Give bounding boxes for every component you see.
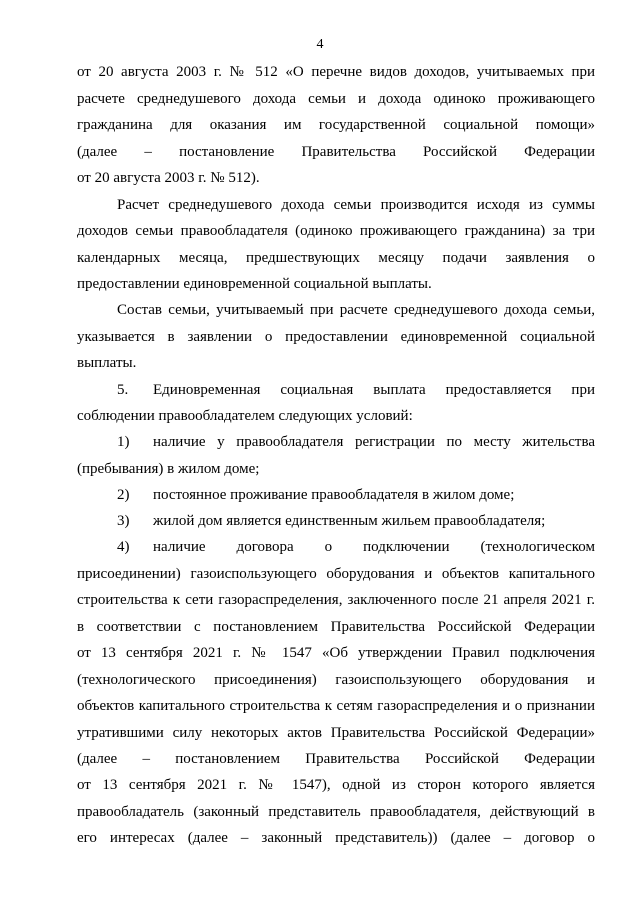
text-line: гражданина для оказания им государственной социальной помощи» <box>77 117 595 133</box>
text-line: соблюдении правообладателем следующих условий: <box>77 408 413 424</box>
text-line: выплаты. <box>77 355 137 371</box>
text-line: в соответствии с постановлением Правительства Российской Федерации <box>77 619 595 635</box>
text-line: (далее – постановление Правительства Российской Федерации <box>77 144 595 160</box>
item-number: 1) <box>117 434 130 450</box>
item-text: постоянное проживание правообладателя в жилом доме; <box>153 487 515 503</box>
item-number: 4) <box>117 539 130 555</box>
text-line: объектов капитального строительства к сетям газораспределения и о признании <box>77 698 595 714</box>
text-line: от 13 сентября 2021 г. № 1547), одной из сторон которого является <box>77 777 595 793</box>
list-item-5 <box>117 381 595 399</box>
text-line: расчете среднедушевого дохода семьи и дохода одиноко проживающего <box>77 91 595 107</box>
text-line: присоединении) газоиспользующего оборудования и объектов капитального <box>77 566 595 582</box>
text-line: календарных месяца, предшествующих месяцу подачи заявления о <box>77 250 595 266</box>
page-number: 4 <box>316 37 324 52</box>
text-line: от 20 августа 2003 г. № 512). <box>77 170 260 186</box>
list-item-2 <box>117 486 595 504</box>
item-text: жилой дом является единственным жильем правообладателя; <box>153 513 546 529</box>
text-line: (технологического присоединения) газоиспользующего оборудования и <box>77 672 595 688</box>
text-line: утратившими силу некоторых актов Правительства Российской Федерации» <box>77 725 595 741</box>
item-number: 3) <box>117 513 130 529</box>
item-text: наличие у правообладателя регистрации по месту жительства <box>153 434 595 450</box>
text-line: от 13 сентября 2021 г. № 1547 «Об утверждении Правил подключения <box>77 645 595 661</box>
item-number: 5. <box>117 382 129 398</box>
text-line: (далее – постановлением Правительства Российской Федерации <box>77 751 595 767</box>
text-line: от 20 августа 2003 г. № 512 «О перечне видов доходов, учитываемых при <box>77 64 595 80</box>
text-line: предоставлении единовременной социальной выплаты. <box>77 276 432 292</box>
list-item-3 <box>117 512 595 530</box>
paragraph-first-line: Состав семьи, учитываемый при расчете среднедушевого дохода семьи, <box>117 302 595 318</box>
text-line: указывается в заявлении о предоставлении единовременной социальной <box>77 329 595 345</box>
list-item-4 <box>117 538 595 556</box>
text-line: строительства к сети газораспределения, заключенного после 21 апреля 2021 г. <box>77 592 595 608</box>
paragraph-first-line: Расчет среднедушевого дохода семьи производится исходя из суммы <box>117 197 595 213</box>
text-line: (пребывания) в жилом доме; <box>77 461 260 477</box>
item-text: Единовременная социальная выплата предоставляется при <box>153 382 595 398</box>
item-text: наличие договора о подключении (технологическом <box>153 539 595 555</box>
text-line: его интересах (далее – законный представитель)) (далее – договор о <box>77 830 595 846</box>
text-line: правообладатель (законный представитель правообладателя, действующий в <box>77 804 595 820</box>
list-item-1 <box>117 433 595 451</box>
item-number: 2) <box>117 487 130 503</box>
text-line: доходов семьи правообладателя (одиноко проживающего гражданина) за три <box>77 223 595 239</box>
